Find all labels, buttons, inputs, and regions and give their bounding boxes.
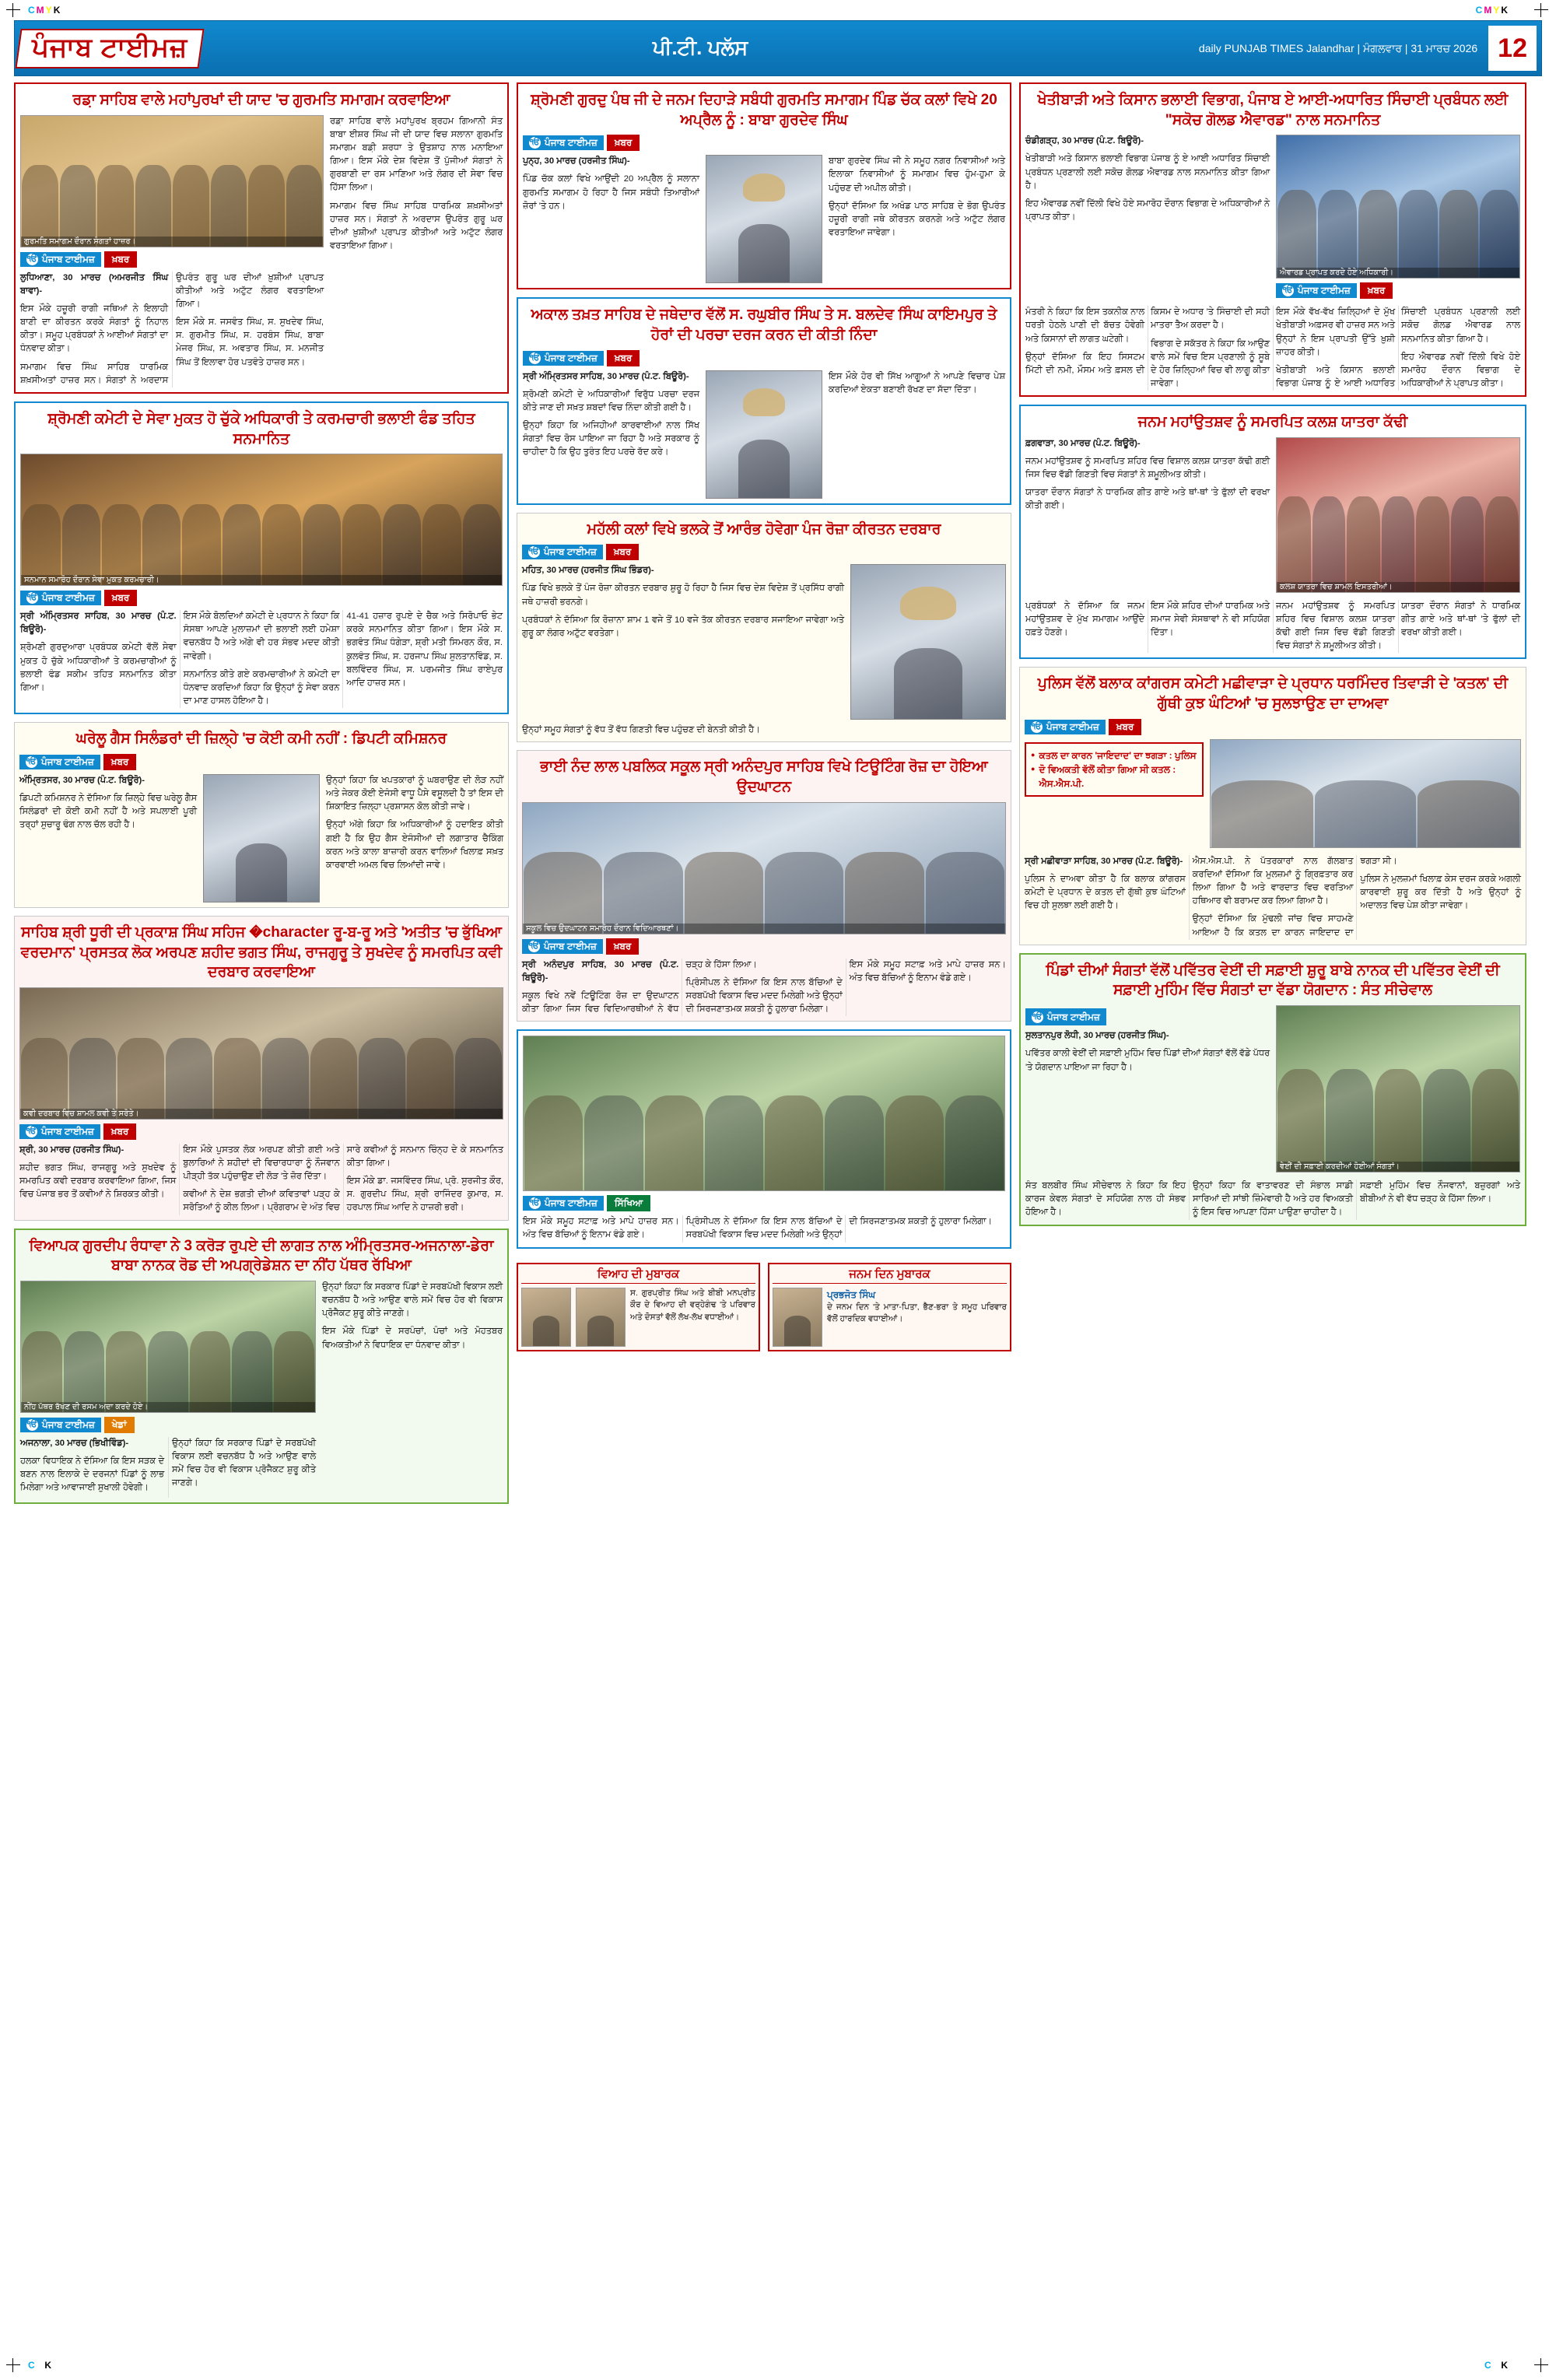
brand-badge: ੴ ਪੰਜਾਬ ਟਾਈਮਜ਼ [20,591,101,605]
crosshair-top-right [1534,3,1548,17]
paragraph: ਇਸ ਮੌਕੇ ਪਿੰਡਾਂ ਦੇ ਸਰਪੰਚਾਂ, ਪੰਚਾਂ ਅਤੇ ਮੋਹਤਬਰ ਵਿਅਕਤੀਆਂ ਨੇ ਵਿਧਾਇਕ ਦਾ ਧੰਨਵਾਦ ਕੀਤਾ। [322,1327,503,1350]
brand-badge: ੴ ਪੰਜਾਬ ਟਾਈਮਜ਼ [19,1124,100,1139]
paragraph: ਸਕੂਲ ਵਿਖੇ ਨਵੇਂ ਟਿਊਟਿੰਗ ਰੋਜ਼ ਦਾ ਉਦਘਾਟਨ ਕੀਤਾ ਗਿਆ ਜਿਸ ਵਿਚ ਵਿਦਿਆਰਥੀਆਂ ਨੇ ਵੱਧ ਚੜ੍ਹ ਕੇ ਹਿੱਸਾ ਲਿਆ। [522,959,757,1015]
masthead [14,20,1542,76]
khanda-icon: ੴ [26,593,38,603]
page-number: 12 [1488,26,1537,71]
granthi-portrait [850,564,1006,720]
registration-bar-bottom [0,2358,1556,2374]
paragraph: ਇਸ ਮੌਕੇ ਪੁਸਤਕ ਲੋਕ ਅਰਪਣ ਕੀਤੀ ਗਈ ਅਤੇ ਬੁਲਾਰਿਆਂ ਨੇ ਸ਼ਹੀਦਾਂ ਦੀ ਵਿਚਾਰਧਾਰਾ ਨੂੰ ਨੌਜਵਾਨ ਪੀੜ੍ਹੀ ਤੱਕ ਪਹੁੰਚਾਉਣ ਦੀ ਲੋੜ 'ਤੇ ਜ਼ੋਰ ਦਿੱਤਾ। [183,1144,340,1182]
news-tag: ਖ਼ਬਰ [1360,282,1393,299]
article-body [20,610,503,708]
article-headline: ਪੁਲਿਸ ਵੱਲੋਂ ਬਲਾਕ ਕਾਂਗਰਸ ਕਮੇਟੀ ਮਛੀਵਾੜਾ ਦੇ ਪ੍ਰਧਾਨ ਧਰਮਿੰਦਰ ਤਿਵਾੜੀ ਦੇ 'ਕਤਲ' ਦੀ ਗੁੱਥੀ ਕੁਝ ਘੰਟਿਆਂ 'ਚ ਸੁਲਝਾਉਣ ਦਾ ਦਾਅਵਾ [1037,675,1509,713]
article-body [19,1144,503,1215]
article-body [522,564,844,720]
paragraph: ਉਨ੍ਹਾਂ ਅੱਗੇ ਕਿਹਾ ਕਿ ਅਧਿਕਾਰੀਆਂ ਨੂੰ ਹਦਾਇਤ ਕੀਤੀ ਗਈ ਹੈ ਕਿ ਉਹ ਗੈਸ ਏਜੰਸੀਆਂ ਦੀ ਲਗਾਤਾਰ ਚੈਕਿੰਗ ਕਰਨ ਅਤੇ ਕਾਲਾ ਬਾਜ਼ਾਰੀ ਕਰਨ ਵਾਲਿਆਂ ਖਿਲਾਫ਼ ਸਖ਼ਤ ਕਾਰਵਾਈ ਅਮਲ ਵਿਚ ਲਿਆਂਦੀ ਜਾਵੇ। [326,820,503,870]
article-body [1025,135,1270,303]
dateline: ਫ਼ਗਵਾੜਾ, 30 ਮਾਰਚ (ਪੰ.ਟ. ਬਿਊਰੋ)- [1025,438,1141,448]
tag-row [20,590,503,606]
greeting-photo [521,1288,571,1347]
article-photo [20,115,324,247]
brand-badge: ੴ ਪੰਜਾਬ ਟਾਈਮਜ਼ [20,252,101,267]
article-gurmat-samagam [14,82,509,394]
paragraph: ਇਹ ਐਵਾਰਡ ਨਵੀਂ ਦਿੱਲੀ ਵਿਖੇ ਹੋਏ ਸਮਾਰੋਹ ਦੌਰਾਨ ਵਿਭਾਗ ਦੇ ਅਧਿਕਾਰੀਆਂ ਨੇ ਪ੍ਰਾਪਤ ਕੀਤਾ। [1025,198,1270,223]
dateline: ਅਜਨਾਲਾ, 30 ਮਾਰਚ (ਭਿਖੀਵਿੰਡ)- [20,1438,129,1448]
news-tag: ਖ਼ਬਰ [103,754,137,770]
article-headline: ਸ਼੍ਰੋਮਣੀ ਕਮੇਟੀ ਦੇ ਸੇਵਾ ਮੁਕਤ ਹੋ ਚੁੱਕੇ ਅਧਿਕਾਰੀ ਤੇ ਕਰਮਚਾਰੀ ਭਲਾਈ ਫੰਡ ਤਹਿਤ ਸਨਮਾਨਿਤ [47,410,475,447]
paragraph: ਇਸ ਮੌਕੇ ਡਾ. ਜਸਵਿੰਦਰ ਸਿੰਘ, ਪ੍ਰੋ. ਸੁਰਜੀਤ ਕੌਰ, ਸ. ਗੁਰਦੀਪ ਸਿੰਘ, ਸ਼੍ਰੀ ਰਾਜਿੰਦਰ ਕੁਮਾਰ, ਸ. ਹਰਪਾਲ ਸਿੰਘ ਆਦਿ ਨੇ ਹਾਜ਼ਰੀ ਭਰੀ। [346,1176,503,1213]
khanda-icon: ੴ [26,1419,38,1429]
khanda-icon: ੴ [529,1198,541,1208]
paragraph: ਪਿੰਡ ਵਿਖੇ ਭਲਕੇ ਤੋਂ ਪੰਜ ਰੋਜ਼ਾ ਕੀਰਤਨ ਦਰਬਾਰ ਸ਼ੁਰੂ ਹੋ ਰਿਹਾ ਹੈ ਜਿਸ ਵਿਚ ਦੇਸ਼ ਵਿਦੇਸ਼ ਤੋਂ ਪ੍ਰਸਿੱਧ ਰਾਗੀ ਜਥੇ ਹਾਜ਼ਰੀ ਭਰਨਗੇ। [522,584,844,607]
tag-row [20,251,324,268]
paragraph: ਪ੍ਰਬੰਧਕਾਂ ਨੇ ਦੱਸਿਆ ਕਿ ਜਨਮ ਮਹਾਂਉਤਸ਼ਵ ਦੇ ਮੁੱਖ ਸਮਾਗਮ ਆਉਂਦੇ ਹਫ਼ਤੇ ਹੋਣਗੇ। [1025,601,1144,638]
khanda-icon: ੴ [26,756,37,766]
cmyk-marks-bottom-right: C K [1484,2360,1509,2371]
photo-caption: ਸਨਮਾਨ ਸਮਾਰੋਹ ਦੌਰਾਨ ਸੇਵਾ ਮੁਕਤ ਕਰਮਚਾਰੀ। [21,575,502,585]
pull-quote-box [1025,742,1204,797]
column-middle [517,82,1011,1504]
paragraph: ਇਹ ਐਵਾਰਡ ਨਵੀਂ ਦਿੱਲੀ ਵਿਖੇ ਹੋਏ ਸਮਾਰੋਹ ਦੌਰਾਨ ਵਿਭਾਗ ਦੇ ਅਧਿਕਾਰੀਆਂ ਨੇ ਪ੍ਰਾਪਤ ਕੀਤਾ। [1401,352,1520,389]
article-photo [19,987,503,1120]
cmyk-marks-right: CMYK [1475,5,1509,16]
news-tag: ਖ਼ਬਰ [104,590,138,606]
paragraph: ਖੇਤੀਬਾੜੀ ਅਤੇ ਕਿਸਾਨ ਭਲਾਈ ਵਿਭਾਗ ਪੰਜਾਬ ਨੂੰ ਏ ਆਈ ਅਧਾਰਿਤ ਸਿੰਚਾਈ ਪ੍ਰਬੰਧਨ ਪ੍ਰਣਾਲੀ ਲਈ ਸਕੋਚ ਗੋਲਡ ਐਵਾਰਡ ਨਾਲ ਸਨਮਾਨਿਤ ਕੀਤਾ ਗਿਆ ਹੈ। [1025,154,1270,191]
paragraph: ਸਮਾਗਮ ਵਿਚ ਸਿੰਘ ਸਾਹਿਬ ਧਾਰਮਿਕ ਸ਼ਖ਼ਸੀਅਤਾਂ ਹਾਜ਼ਰ ਸਨ। ਸੰਗਤਾਂ ਨੇ ਅਰਦਾਸ ਉਪਰੰਤ ਗੁਰੂ ਘਰ ਦੀਆਂ ਖ਼ੁਸ਼ੀਆਂ ਪ੍ਰਾਪਤ ਕੀਤੀਆਂ ਅਤੇ ਅਟੁੱਟ ਲੰਗਰ ਵਰਤਾਇਆ ਗਿਆ। [20,272,324,385]
baba-portrait [706,155,822,283]
photo-caption: ਵੇਈਂ ਦੀ ਸਫ਼ਾਈ ਕਰਦੀਆਂ ਹੋਈਆਂ ਸੰਗਤਾਂ। [1277,1162,1519,1172]
article-body [522,959,1006,1017]
article-photo [522,802,1006,934]
article-body [20,1437,316,1498]
article-body [523,370,699,499]
tag-row [19,1123,503,1140]
khanda-icon: ੴ [528,547,540,557]
article-body [20,272,324,387]
dateline: ਲੁਧਿਆਣਾ, 30 ਮਾਰਚ (ਅਮਰਜੀਤ ਸਿੰਘ ਬਾਵਾ)- [20,272,168,296]
paragraph: ਪੁਲਿਸ ਨੇ ਦਾਅਵਾ ਕੀਤਾ ਹੈ ਕਿ ਬਲਾਕ ਕਾਂਗਰਸ ਕਮੇਟੀ ਦੇ ਪ੍ਰਧਾਨ ਦੇ ਕਤਲ ਦੀ ਗੁੱਥੀ ਕੁਝ ਘੰਟਿਆਂ ਵਿਚ ਹੀ ਸੁਲਝਾ ਲਈ ਗਈ ਹੈ। [1025,874,1186,911]
tag-row [1025,719,1521,735]
tag-row [20,1417,316,1433]
paragraph: ਪੁਲਿਸ ਨੇ ਮੁਲਜ਼ਮਾਂ ਖਿਲਾਫ਼ ਕੇਸ ਦਰਜ ਕਰਕੇ ਅਗਲੀ ਕਾਰਵਾਈ ਸ਼ੁਰੂ ਕਰ ਦਿੱਤੀ ਹੈ ਅਤੇ ਉਨ੍ਹਾਂ ਨੂੰ ਅਦਾਲਤ ਵਿਚ ਪੇਸ਼ ਕੀਤਾ ਜਾਵੇਗਾ। [1360,874,1521,911]
tag-row [522,938,1006,955]
article-murder-case-solved [1019,667,1526,945]
tag-row [522,544,1006,560]
article-photo [1210,739,1521,848]
article-headline: ਸਾਹਿਬ ਸ਼੍ਰੀ ਧੂਰੀ ਦੀ ਪ੍ਰਕਾਸ਼ ਸਿੰਘ ਸਹਿਜ �character ਰੂ-ਬ-ਰੂ ਅਤੇ 'ਅਤੀਤ 'ਚ ਭੁੱਖਿਆ ਵਰਦਮਾਨ' ਪ੍ਰਸਤਕ ਲੋਕ ਅਰਪਣ ਸ਼ਹੀਦ ਭਗਤ ਸਿੰਘ, ਰਾਜਗੁਰੂ ਤੇ ਸੁਖਦੇਵ ਨੂੰ ਸਮਰਪਿਤ ਕਵੀ ਦਰਬਾਰ ਕਰਵਾਇਆ [20,924,503,981]
column-left [14,82,509,1504]
article-photo [1276,135,1520,279]
article-shiromani-committee-honour [14,401,509,714]
article-chak-kalan-samagam [517,82,1011,289]
article-body-cont [326,774,503,903]
article-photo [523,1036,1005,1191]
khanda-icon: ੴ [26,254,38,264]
news-tag: ਖੇਡਾਂ [104,1417,135,1433]
article-body-cont [1025,600,1520,654]
paragraph: ਇਸ ਮੌਕੇ ਹਜ਼ੂਰੀ ਰਾਗੀ ਜਥਿਆਂ ਨੇ ਇਲਾਹੀ ਬਾਣੀ ਦਾ ਕੀਰਤਨ ਕਰਕੇ ਸੰਗਤਾਂ ਨੂੰ ਨਿਹਾਲ ਕੀਤਾ। ਸਮੂਹ ਪ੍ਰਬੰਧਕਾਂ ਨੇ ਆਈਆਂ ਸੰਗਤਾਂ ਦਾ ਧੰਨਵਾਦ ਕੀਤਾ। [20,303,168,354]
page-content [14,82,1542,1504]
article-headline: ਸ਼੍ਰੋਮਣੀ ਗੁਰਦੁ ਪੰਥ ਜੀ ਦੇ ਜਨਮ ਦਿਹਾੜੇ ਸਬੰਧੀ ਗੁਰਮਤਿ ਸਮਾਗਮ ਪਿੰਡ ਚੱਕ ਕਲਾਂ ਵਿਖੇ 20 ਅਪ੍ਰੈਲ ਨੂੰ : ਬਾਬਾ ਗੁਰਦੇਵ ਸਿੰਘ [531,92,997,128]
officer-portrait [203,774,320,903]
khanda-icon: ੴ [1031,721,1043,731]
newspaper-logo[interactable] [15,29,204,68]
paragraph: ਇਸ ਮੌਕੇ ਬੋਲਦਿਆਂ ਕਮੇਟੀ ਦੇ ਪ੍ਰਧਾਨ ਨੇ ਕਿਹਾ ਕਿ ਸੰਸਥਾ ਆਪਣੇ ਮੁਲਾਜ਼ਮਾਂ ਦੀ ਭਲਾਈ ਲਈ ਹਮੇਸ਼ਾ ਵਚਨਬੱਧ ਹੈ ਅਤੇ ਅੱਗੇ ਵੀ ਹਰ ਸੰਭਵ ਮਦਦ ਕੀਤੀ ਜਾਵੇਗੀ। [183,612,340,661]
article-kavi-darbar [14,916,509,1221]
registration-bar-top [0,0,1556,20]
brand-badge: ੴ ਪੰਜਾਬ ਟਾਈਮਜ਼ [20,1418,101,1432]
article-sidecol [330,115,503,387]
paragraph: ਪਿੰਡ ਚੱਕ ਕਲਾਂ ਵਿਖੇ ਆਉਂਦੀ 20 ਅਪ੍ਰੈਲ ਨੂੰ ਸਲਾਨਾ ਗੁਰਮਤਿ ਸਮਾਗਮ ਹੋ ਰਿਹਾ ਹੈ ਜਿਸ ਸਬੰਧੀ ਤਿਆਰੀਆਂ ਜ਼ੋਰਾਂ 'ਤੇ ਹਨ। [523,174,699,211]
paragraph: ਯਾਤਰਾ ਦੌਰਾਨ ਸੰਗਤਾਂ ਨੇ ਧਾਰਮਿਕ ਗੀਤ ਗਾਏ ਅਤੇ ਥਾਂ-ਥਾਂ 'ਤੇ ਫੁੱਲਾਂ ਦੀ ਵਰਖਾ ਕੀਤੀ ਗਈ। [1401,601,1520,638]
article-body [1025,437,1270,597]
paragraph: ਉਨ੍ਹਾਂ ਕਿਹਾ ਕਿ ਸਰਕਾਰ ਪਿੰਡਾਂ ਦੇ ਸਰਬਪੱਖੀ ਵਿਕਾਸ ਲਈ ਵਚਨਬੱਧ ਹੈ ਅਤੇ ਆਉਣ ਵਾਲੇ ਸਮੇਂ ਵਿਚ ਹੋਰ ਵੀ ਵਿਕਾਸ ਪ੍ਰੋਜੈਕਟ ਸ਼ੁਰੂ ਕੀਤੇ ਜਾਣਗੇ। [172,1438,316,1488]
paragraph: ਖੇਤੀਬਾੜੀ ਅਤੇ ਕਿਸਾਨ ਭਲਾਈ ਵਿਭਾਗ ਪੰਜਾਬ ਨੂੰ ਏ ਆਈ ਅਧਾਰਿਤ ਸਿੰਚਾਈ ਪ੍ਰਬੰਧਨ ਪ੍ਰਣਾਲੀ ਲਈ ਸਕੋਚ ਗੋਲਡ ਐਵਾਰਡ ਨਾਲ ਸਨਮਾਨਿਤ ਕੀਤਾ ਗਿਆ ਹੈ। [1276,307,1520,389]
paragraph: ਪਵਿੱਤਰ ਕਾਲੀ ਵੇਈਂ ਦੀ ਸਫ਼ਾਈ ਮੁਹਿੰਮ ਵਿਚ ਪਿੰਡਾਂ ਦੀਆਂ ਸੰਗਤਾਂ ਵੱਲੋਂ ਵੱਡੇ ਪੱਧਰ 'ਤੇ ਯੋਗਦਾਨ ਪਾਇਆ ਜਾ ਰਿਹਾ ਹੈ। [1025,1049,1270,1072]
article-photo [1276,1005,1520,1172]
paragraph: ਉਨ੍ਹਾਂ ਦੱਸਿਆ ਕਿ ਮੁੱਢਲੀ ਜਾਂਚ ਵਿਚ ਸਾਹਮਣੇ ਆਇਆ ਹੈ ਕਿ ਕਤਲ ਦਾ ਕਾਰਨ ਜਾਇਦਾਦ ਦਾ ਝਗੜਾ ਸੀ। [1192,856,1397,938]
paragraph: ਉਨ੍ਹਾਂ ਦੱਸਿਆ ਕਿ ਇਹ ਸਿਸਟਮ ਮਿੱਟੀ ਦੀ ਨਮੀ, ਮੌਸਮ ਅਤੇ ਫ਼ਸਲ ਦੀ ਕਿਸਮ ਦੇ ਅਧਾਰ 'ਤੇ ਸਿੰਚਾਈ ਦੀ ਸਹੀ ਮਾਤਰਾ ਤੈਅ ਕਰਦਾ ਹੈ। [1025,307,1270,375]
article-photo [20,454,503,586]
article-body-cont [829,370,1005,499]
greeting-photo [773,1288,822,1347]
paragraph: ਉਨ੍ਹਾਂ ਸਮੂਹ ਸੰਗਤਾਂ ਨੂੰ ਵੱਧ ਤੋਂ ਵੱਧ ਗਿਣਤੀ ਵਿਚ ਪਹੁੰਚਣ ਦੀ ਬੇਨਤੀ ਕੀਤੀ ਹੈ। [522,725,760,735]
photo-caption: ਸਕੂਲ ਵਿਚ ਉਦਘਾਟਨ ਸਮਾਰੋਹ ਦੌਰਾਨ ਵਿਦਿਆਰਥਣਾਂ। [523,924,1005,934]
news-tag: ਖ਼ਬਰ [103,1123,137,1140]
greeting-title: ਜਨਮ ਦਿਨ ਮੁਬਾਰਕ [773,1267,1007,1284]
article-body [1025,1005,1270,1176]
khanda-icon: ੴ [529,352,541,363]
paragraph: ਇਸ ਮੌਕੇ ਸ. ਜਸਵੰਤ ਸਿੰਘ, ਸ. ਸੁਖਦੇਵ ਸਿੰਘ, ਸ. ਗੁਰਮੀਤ ਸਿੰਘ, ਸ. ਹਰਬੰਸ ਸਿੰਘ, ਬਾਬਾ ਮੇਜਰ ਸਿੰਘ, ਸ. ਅਵਤਾਰ ਸਿੰਘ, ਸ. ਮਨਜੀਤ ਸਿੰਘ ਤੋਂ ਇਲਾਵਾ ਹੋਰ ਪਤਵੰਤੇ ਹਾਜ਼ਰ ਸਨ। [176,317,324,367]
brand-badge: ੴ ਪੰਜਾਬ ਟਾਈਮਜ਼ [1025,1008,1106,1025]
tag-row [523,1195,1005,1211]
paragraph: ਜਨਮ ਮਹਾਂਉਤਸ਼ਵ ਨੂੰ ਸਮਰਪਿਤ ਸ਼ਹਿਰ ਵਿਚ ਵਿਸ਼ਾਲ ਕਲਸ਼ ਯਾਤਰਾ ਕੱਢੀ ਗਈ ਜਿਸ ਵਿਚ ਵੱਡੀ ਗਿਣਤੀ ਵਿਚ ਸੰਗਤਾਂ ਨੇ ਸ਼ਮੂਲੀਅਤ ਕੀਤੀ। [1276,601,1395,651]
article-body [523,155,699,283]
paragraph: ਸ਼੍ਰੋਮਣੀ ਕਮੇਟੀ ਦੇ ਅਧਿਕਾਰੀਆਂ ਵਿਰੁੱਧ ਪਰਚਾ ਦਰਜ ਕੀਤੇ ਜਾਣ ਦੀ ਸਖ਼ਤ ਸ਼ਬਦਾਂ ਵਿਚ ਨਿੰਦਾ ਕੀਤੀ ਗਈ ਹੈ। [523,389,699,412]
article-headline: ਜਨਮ ਮਹਾਂਉਤਸ਼ਵ ਨੂੰ ਸਮਰਪਿਤ ਕਲਸ਼ ਯਾਤਰਾ ਕੱਢੀ [1137,414,1408,431]
paragraph: ਉਨ੍ਹਾਂ ਕਿਹਾ ਕਿ ਸਰਕਾਰ ਪਿੰਡਾਂ ਦੇ ਸਰਬਪੱਖੀ ਵਿਕਾਸ ਲਈ ਵਚਨਬੱਧ ਹੈ ਅਤੇ ਆਉਣ ਵਾਲੇ ਸਮੇਂ ਵਿਚ ਹੋਰ ਵੀ ਵਿਕਾਸ ਪ੍ਰੋਜੈਕਟ ਸ਼ੁਰੂ ਕੀਤੇ ਜਾਣਗੇ। [322,1281,503,1319]
paragraph: ਯਾਤਰਾ ਦੌਰਾਨ ਸੰਗਤਾਂ ਨੇ ਧਾਰਮਿਕ ਗੀਤ ਗਾਏ ਅਤੇ ਥਾਂ-ਥਾਂ 'ਤੇ ਫੁੱਲਾਂ ਦੀ ਵਰਖਾ ਕੀਤੀ ਗਈ। [1025,488,1270,511]
paragraph: ਇਸ ਮੌਕੇ ਸ਼ਹਿਰ ਦੀਆਂ ਧਾਰਮਿਕ ਅਤੇ ਸਮਾਜ ਸੇਵੀ ਸੰਸਥਾਵਾਂ ਨੇ ਵੀ ਸਹਿਯੋਗ ਦਿੱਤਾ। [1151,601,1270,638]
article-vein-cleaning [1019,953,1526,1226]
paragraph: ਸਫ਼ਾਈ ਮੁਹਿੰਮ ਵਿਚ ਨੌਜਵਾਨਾਂ, ਬਜ਼ੁਰਗਾਂ ਅਤੇ ਬੀਬੀਆਂ ਨੇ ਵੀ ਵੱਧ ਚੜ੍ਹ ਕੇ ਹਿੱਸਾ ਲਿਆ। [1360,1180,1520,1204]
article-photo [1276,437,1520,593]
article-cycle-distribution [517,1029,1011,1248]
news-tag: ਖ਼ਬਰ [607,350,640,366]
article-sidecol [322,1281,503,1498]
brand-badge: ੴ ਪੰਜਾਬ ਟਾਈਮਜ਼ [522,545,603,559]
khanda-icon: ੴ [528,941,540,951]
paragraph: 41-41 ਹਜ਼ਾਰ ਰੁਪਏ ਦੇ ਚੈਕ ਅਤੇ ਸਿਰੋਪਾਓ ਭੇਟ ਕਰਕੇ ਸਨਮਾਨਿਤ ਕੀਤਾ ਗਿਆ। ਇਸ ਮੌਕੇ ਸ. ਭਗਵੰਤ ਸਿੰਘ ਧੰਗੇੜਾ, ਸ਼੍ਰੀ ਮਤੀ ਸਿਮਰਨ ਕੌਰ, ਸ. ਕੁਲਵੰਤ ਸਿੰਘ, ਸ. ਹਰਜਾਪ ਸਿੰਘ ਸੁਲਤਾਨਵਿੰਡ, ਸ. ਬਲਵਿੰਦਰ ਸਿੰਘ, ਸ. ਪਰਮਜੀਤ ਸਿੰਘ ਰਾਏਪੁਰ ਆਦਿ ਹਾਜ਼ਰ ਸਨ। [346,612,503,688]
paragraph: ਵਿਭਾਗ ਦੇ ਸਕੱਤਰ ਨੇ ਕਿਹਾ ਕਿ ਆਉਣ ਵਾਲੇ ਸਮੇਂ ਵਿਚ ਇਸ ਪ੍ਰਣਾਲੀ ਨੂੰ ਸੂਬੇ ਦੇ ਹੋਰ ਜ਼ਿਲ੍ਹਿਆਂ ਵਿਚ ਵੀ ਲਾਗੂ ਕੀਤਾ ਜਾਵੇਗਾ। [1151,338,1270,389]
news-tag: ਖ਼ਬਰ [606,544,640,560]
brand-badge: ੴ ਪੰਜਾਬ ਟਾਈਮਜ਼ [1025,720,1106,734]
column-right [1019,82,1526,1504]
photo-caption: ਕਲਸ਼ ਯਾਤਰਾ ਵਿਚ ਸ਼ਾਮਲ ਇਸਤਰੀਆਂ। [1277,582,1519,592]
brand-badge: ੴ ਪੰਜਾਬ ਟਾਈਮਜ਼ [523,1196,604,1211]
article-headline: ਘਰੇਲੂ ਗੈਸ ਸਿਲੰਡਰਾਂ ਦੀ ਜ਼ਿਲ੍ਹੇ 'ਚ ਕੋਈ ਕਮੀ ਨਹੀਂ : ਡਿਪਟੀ ਕਮਿਸ਼ਨਰ [75,731,447,748]
dateline: ਚੰਡੀਗੜ੍ਹ, 30 ਮਾਰਚ (ਪੰ.ਟ. ਬਿਊਰੋ)- [1025,136,1144,146]
article-headline: ਵਿਆਪਕ ਗੁਰਦੀਪ ਰੰਧਾਵਾ ਨੇ 3 ਕਰੋੜ ਰੁਪਏ ਦੀ ਲਾਗਤ ਨਾਲ ਅੰਮ੍ਰਿਤਸਰ-ਅਜਨਾਲਾ-ਡੇਰਾ ਬਾਬਾ ਨਾਨਕ ਰੋਡ ਦੀ ਅਪਗ੍ਰੇਡੇਸ਼ਨ ਦਾ ਨੀਂਹ ਪੱਥਰ ਰੱਖਿਆ [29,1237,494,1274]
paragraph: ਇਸ ਮੌਕੇ ਸਮੂਹ ਸਟਾਫ਼ ਅਤੇ ਮਾਪੇ ਹਾਜ਼ਰ ਸਨ। ਅੰਤ ਵਿਚ ਬੱਚਿਆਂ ਨੂੰ ਇਨਾਮ ਵੰਡੇ ਗਏ। [523,1217,679,1240]
news-tag: ਖ਼ਬਰ [607,135,640,151]
greeting-text: ਦੇ ਜਨਮ ਦਿਨ 'ਤੇ ਮਾਤਾ-ਪਿਤਾ, ਭੈਣ-ਭਰਾ ਤੇ ਸਮੂਹ ਪਰਿਵਾਰ ਵੱਲੋਂ ਹਾਰਦਿਕ ਵਧਾਈਆਂ। [827,1302,1007,1324]
khanda-icon: ੴ [26,1126,37,1136]
quote-item: ● ਕਤਲ ਦਾ ਕਾਰਨ 'ਜਾਇਦਾਦ' ਦਾ ਝਗੜਾ : ਪੁਲਿਸ [1039,749,1197,761]
article-body-cont [1025,306,1520,391]
paragraph: ਉਨ੍ਹਾਂ ਕਿਹਾ ਕਿ ਖਪਤਕਾਰਾਂ ਨੂੰ ਘਬਰਾਉਣ ਦੀ ਲੋੜ ਨਹੀਂ ਅਤੇ ਜੇਕਰ ਕੋਈ ਏਜੰਸੀ ਵਾਧੂ ਪੈਸੇ ਵਸੂਲਦੀ ਹੈ ਤਾਂ ਇਸ ਦੀ ਸ਼ਿਕਾਇਤ ਜ਼ਿਲ੍ਹਾ ਪ੍ਰਸ਼ਾਸਨ ਕੋਲ ਕੀਤੀ ਜਾਵੇ। [326,775,503,812]
article-body [523,1215,1005,1242]
cmyk-marks-left: CMYK [28,5,62,16]
dateline: ਸ੍ਰੀ ਅਨੰਦਪੁਰ ਸਾਹਿਬ, 30 ਮਾਰਚ (ਪੰ.ਟ. ਬਿਊਰੋ)- [522,959,679,983]
logo-text: ਪੰਜਾਬ ਟਾਈਮਜ਼ [32,32,188,62]
paragraph: ਇਸ ਮੌਕੇ ਸਮੂਹ ਸਟਾਫ਼ ਅਤੇ ਮਾਪੇ ਹਾਜ਼ਰ ਸਨ। ਅੰਤ ਵਿਚ ਬੱਚਿਆਂ ਨੂੰ ਇਨਾਮ ਵੰਡੇ ਗਏ। [849,959,1006,983]
news-tag: ਸਿੱਖਿਆ [607,1195,650,1211]
paragraph: ਹਲਕਾ ਵਿਧਾਇਕ ਨੇ ਦੱਸਿਆ ਕਿ ਇਸ ਸੜਕ ਦੇ ਬਣਨ ਨਾਲ ਇਲਾਕੇ ਦੇ ਦਰਜਨਾਂ ਪਿੰਡਾਂ ਨੂੰ ਲਾਭ ਮਿਲੇਗਾ ਅਤੇ ਆਵਾਜਾਈ ਸੁਖਾਲੀ ਹੋਵੇਗੀ। [20,1456,164,1493]
article-body [1025,855,1521,940]
tag-row [523,135,1005,151]
photo-caption: ਐਵਾਰਡ ਪ੍ਰਾਪਤ ਕਰਦੇ ਹੋਏ ਅਧਿਕਾਰੀ। [1277,268,1519,278]
greeting-name: ਪ੍ਰਭਜੋਤ ਸਿੰਘ [827,1288,876,1300]
article-headline: ਅਕਾਲ ਤਖ਼ਤ ਸਾਹਿਬ ਦੇ ਜਥੇਦਾਰ ਵੱਲੋਂ ਸ. ਰਘੁਬੀਰ ਸਿੰਘ ਤੇ ਸ. ਬਲਦੇਵ ਸਿੰਘ ਕਾਇਮਪੁਰ ਤੇ ਹੋਰਾਂ ਦੀ ਪਰਚਾ ਦਰਜ ਕਰਨ ਦੀ ਕੀਤੀ ਨਿੰਦਾ [531,307,997,343]
photo-caption: ਕਵੀ ਦਰਬਾਰ ਵਿਚ ਸ਼ਾਮਲ ਕਵੀ ਤੇ ਸਰੋਤੇ। [20,1109,503,1119]
greeting-text: ਸ. ਗੁਰਪ੍ਰੀਤ ਸਿੰਘ ਅਤੇ ਬੀਬੀ ਮਨਪ੍ਰੀਤ ਕੌਰ ਦੇ ਵਿਆਹ ਦੀ ਵਰ੍ਹੇਗੰਢ 'ਤੇ ਪਰਿਵਾਰ ਅਤੇ ਦੋਸਤਾਂ ਵੱਲੋਂ ਲੱਖ-ਲੱਖ ਵਧਾਈਆਂ। [630,1288,755,1323]
masthead-dateline: daily PUNJAB TIMES Jalandhar | ਮੰਗਲਵਾਰ | 31 ਮਾਰਚ 2026 [1198,41,1478,54]
greetings-row [517,1263,1011,1351]
greeting-birthday [768,1263,1011,1351]
jathedar-portrait [706,370,822,499]
khanda-icon: ੴ [1282,286,1294,296]
masthead-section-title: ਪੀ.ਟੀ. ਪਲੱਸ [652,36,748,59]
article-headline: ਪਿੰਡਾਂ ਦੀਆਂ ਸੰਗਤਾਂ ਵੱਲੋਂ ਪਵਿੱਤਰ ਵੇਈਂ ਦੀ ਸਫ਼ਾਈ ਸ਼ੁਰੂ ਬਾਬੇ ਨਾਨਕ ਦੀ ਪਵਿੱਤਰ ਵੇਈਂ ਦੀ ਸਫ਼ਾਈ ਮੁਹਿੰਮ ਵਿੱਚ ਸੰਗਤਾਂ ਦਾ ਵੱਡਾ ਯੋਗਦਾਨ : ਸੰਤ ਸੀਚੇਵਾਲ [1046,962,1500,999]
paragraph: ਬਾਬਾ ਗੁਰਦੇਵ ਸਿੰਘ ਜੀ ਨੇ ਸਮੂਹ ਨਗਰ ਨਿਵਾਸੀਆਂ ਅਤੇ ਇਲਾਕਾ ਨਿਵਾਸੀਆਂ ਨੂੰ ਸਮਾਗਮ ਵਿਚ ਹੁੰਮ-ਹੁਮਾ ਕੇ ਪਹੁੰਚਣ ਦੀ ਅਪੀਲ ਕੀਤੀ। [829,156,1005,193]
news-tag: ਖ਼ਬਰ [104,251,138,268]
brand-badge: ੴ ਪੰਜਾਬ ਟਾਈਮਜ਼ [19,755,100,769]
brand-badge: ੴ ਪੰਜਾਬ ਟਾਈਮਜ਼ [523,135,604,150]
paragraph: ਸਨਮਾਨਿਤ ਕੀਤੇ ਗਏ ਕਰਮਚਾਰੀਆਂ ਨੇ ਕਮੇਟੀ ਦਾ ਧੰਨਵਾਦ ਕਰਦਿਆਂ ਕਿਹਾ ਕਿ ਉਨ੍ਹਾਂ ਨੂੰ ਸੇਵਾ ਕਰਨ ਦਾ ਮਾਣ ਹਾਸਲ ਹੋਇਆ ਹੈ। [183,669,340,706]
greeting-photo [576,1288,626,1347]
paragraph: ਐਸ.ਐਸ.ਪੀ. ਨੇ ਪੱਤਰਕਾਰਾਂ ਨਾਲ ਗੱਲਬਾਤ ਕਰਦਿਆਂ ਦੱਸਿਆ ਕਿ ਮੁਲਜ਼ਮਾਂ ਨੂੰ ਗ੍ਰਿਫ਼ਤਾਰ ਕਰ ਲਿਆ ਗਿਆ ਹੈ ਅਤੇ ਵਾਰਦਾਤ ਵਿਚ ਵਰਤਿਆ ਹਥਿਆਰ ਵੀ ਬਰਾਮਦ ਕਰ ਲਿਆ ਗਿਆ ਹੈ। [1192,856,1354,906]
paragraph: ਸੰਤ ਬਲਬੀਰ ਸਿੰਘ ਸੀਚੇਵਾਲ ਨੇ ਕਿਹਾ ਕਿ ਇਹ ਕਾਰਜ ਕੇਵਲ ਸੰਗਤਾਂ ਦੇ ਸਹਿਯੋਗ ਨਾਲ ਹੀ ਸੰਭਵ ਹੋਇਆ ਹੈ। [1025,1180,1186,1218]
brand-badge: ੴ ਪੰਜਾਬ ਟਾਈਮਜ਼ [1276,283,1357,298]
greeting-title: ਵਿਆਹ ਦੀ ਮੁਬਾਰਕ [521,1267,755,1284]
paragraph: ਪ੍ਰਿੰਸੀਪਲ ਨੇ ਦੱਸਿਆ ਕਿ ਇਸ ਨਾਲ ਬੱਚਿਆਂ ਦੇ ਸਰਬਪੱਖੀ ਵਿਕਾਸ ਵਿਚ ਮਦਦ ਮਿਲੇਗੀ ਅਤੇ ਉਨ੍ਹਾਂ ਦੀ ਸਿਰਜਣਾਤਮਕ ਸ਼ਕਤੀ ਨੂੰ ਹੁਲਾਰਾ ਮਿਲੇਗਾ। [685,1217,993,1240]
crosshair-bottom-left [6,2358,20,2372]
paragraph: ਇਸ ਮੌਕੇ ਵੱਖ-ਵੱਖ ਜ਼ਿਲ੍ਹਿਆਂ ਦੇ ਮੁੱਖ ਖੇਤੀਬਾੜੀ ਅਫ਼ਸਰ ਵੀ ਹਾਜ਼ਰ ਸਨ ਅਤੇ ਉਨ੍ਹਾਂ ਨੇ ਇਸ ਪ੍ਰਾਪਤੀ ਉੱਤੇ ਖ਼ੁਸ਼ੀ ਜ਼ਾਹਰ ਕੀਤੀ। [1276,307,1395,357]
photo-caption: ਗੁਰਮਤਿ ਸਮਾਗਮ ਦੌਰਾਨ ਸੰਗਤਾਂ ਹਾਜ਼ਰ। [21,237,323,247]
dateline: ਸੁਲਤਾਨਪੁਰ ਲੋਧੀ, 30 ਮਾਰਚ (ਹਰਜੀਤ ਸਿੰਘ)- [1025,1031,1169,1041]
paragraph: ਸ਼੍ਰੋਮਣੀ ਗੁਰਦੁਆਰਾ ਪ੍ਰਬੰਧਕ ਕਮੇਟੀ ਵੱਲੋਂ ਸੇਵਾ ਮੁਕਤ ਹੋ ਚੁੱਕੇ ਅਧਿਕਾਰੀਆਂ ਤੇ ਕਰਮਚਾਰੀਆਂ ਨੂੰ ਭਲਾਈ ਫੰਡ ਸਕੀਮ ਤਹਿਤ ਸਨਮਾਨਿਤ ਕੀਤਾ ਗਿਆ। [20,643,177,692]
paragraph: ਰਡ਼ਾ ਸਾਹਿਬ ਵਾਲੇ ਮਹਾਂਪੁਰਖ ਬ੍ਰਹਮ ਗਿਆਨੀ ਸੰਤ ਬਾਬਾ ਈਸ਼ਰ ਸਿੰਘ ਜੀ ਦੀ ਯਾਦ ਵਿਚ ਸਲਾਨਾ ਗੁਰਮਤਿ ਸਮਾਗਮ ਬਡ਼ੀ ਸ਼ਰਧਾ ਤੇ ਉਤਸ਼ਾਹ ਨਾਲ ਮਨਾਇਆ ਗਿਆ। ਇਸ ਮੌਕੇ ਦੇਸ਼ ਵਿਦੇਸ਼ ਤੋਂ ਪੁੱਜੀਆਂ ਸੰਗਤਾਂ ਨੇ ਗੁਰਬਾਣੀ ਦਾ ਰਸ ਮਾਣਿਆ ਅਤੇ ਲੰਗਰ ਦੀ ਸੇਵਾ ਵਿਚ ਹਿੱਸਾ ਲਿਆ। [330,116,503,193]
article-headline: ਰਡ਼ਾ ਸਾਹਿਬ ਵਾਲੇ ਮਹਾਂਪੁਰਖਾਂ ਦੀ ਯਾਦ 'ਚ ਗੁਰਮਤਿ ਸਮਾਗਮ ਕਰਵਾਇਆ [72,92,450,108]
dateline: ਸ੍ਰੀ ਅੰਮ੍ਰਿਤਸਰ ਸਾਹਿਬ, 30 ਮਾਰਚ (ਪੰ.ਟ. ਬਿਊਰੋ)- [523,371,689,381]
tag-row [1276,282,1520,299]
article-body-cont [829,155,1005,283]
article-headline: ਮਹੱਲੀ ਕਲਾਂ ਵਿਖੇ ਭਲਕੇ ਤੋਂ ਆਰੰਭ ਹੋਵੇਗਾ ਪੰਜ ਰੋਜ਼ਾ ਕੀਰਤਨ ਦਰਬਾਰ [587,521,941,538]
paragraph: ਉਨ੍ਹਾਂ ਦੱਸਿਆ ਕਿ ਅਖੰਡ ਪਾਠ ਸਾਹਿਬ ਦੇ ਭੋਗ ਉਪਰੰਤ ਹਜ਼ੂਰੀ ਰਾਗੀ ਜਥੇ ਕੀਰਤਨ ਕਰਨਗੇ ਅਤੇ ਅਟੁੱਟ ਲੰਗਰ ਵਰਤਾਇਆ ਜਾਵੇਗਾ। [829,201,1005,238]
dateline: ਪੁਨ੍ਹ, 30 ਮਾਰਚ (ਹਰਜੀਤ ਸਿੰਘ)- [523,156,630,166]
news-tag: ਖ਼ਬਰ [606,938,640,955]
article-body-cont [1025,1179,1520,1220]
article-skoch-gold-award [1019,82,1526,397]
article-headline: ਖੇਤੀਬਾੜੀ ਅਤੇ ਕਿਸਾਨ ਭਲਾਈ ਵਿਭਾਗ, ਪੰਜਾਬ ਏ ਆਈ-ਅਧਾਰਿਤ ਸਿੰਚਾਈ ਪ੍ਰਬੰਧਨ ਲਈ "ਸਕੋਚ ਗੋਲਡ ਐਵਾਰਡ" ਨਾਲ ਸਨਮਾਨਿਤ [1037,92,1509,128]
paragraph: ਸਮਾਗਮ ਵਿਚ ਸਿੰਘ ਸਾਹਿਬ ਧਾਰਮਿਕ ਸ਼ਖ਼ਸੀਅਤਾਂ ਹਾਜ਼ਰ ਸਨ। ਸੰਗਤਾਂ ਨੇ ਅਰਦਾਸ ਉਪਰੰਤ ਗੁਰੂ ਘਰ ਦੀਆਂ ਖ਼ੁਸ਼ੀਆਂ ਪ੍ਰਾਪਤ ਕੀਤੀਆਂ ਅਤੇ ਅਟੁੱਟ ਲੰਗਰ ਵਰਤਾਇਆ ਗਿਆ। [330,201,503,251]
brand-badge: ੴ ਪੰਜਾਬ ਟਾਈਮਜ਼ [523,351,604,366]
article-school-inauguration [517,750,1011,1022]
news-tag: ਖ਼ਬਰ [1109,719,1142,735]
tag-row [1025,1008,1270,1025]
paragraph: ਪ੍ਰਿੰਸੀਪਲ ਨੇ ਦੱਸਿਆ ਕਿ ਇਸ ਨਾਲ ਬੱਚਿਆਂ ਦੇ ਸਰਬਪੱਖੀ ਵਿਕਾਸ ਵਿਚ ਮਦਦ ਮਿਲੇਗੀ ਅਤੇ ਉਨ੍ਹਾਂ ਦੀ ਸਿਰਜਣਾਤਮਕ ਸ਼ਕਤੀ ਨੂੰ ਹੁਲਾਰਾ ਮਿਲੇਗਾ। [685,977,843,1015]
paragraph: ਉਨ੍ਹਾਂ ਕਿਹਾ ਕਿ ਵਾਤਾਵਰਣ ਦੀ ਸੰਭਾਲ ਸਾਡੀ ਸਾਰਿਆਂ ਦੀ ਸਾਂਝੀ ਜ਼ਿੰਮੇਵਾਰੀ ਹੈ ਅਤੇ ਹਰ ਵਿਅਕਤੀ ਨੂੰ ਇਸ ਵਿਚ ਆਪਣਾ ਹਿੱਸਾ ਪਾਉਣਾ ਚਾਹੀਦਾ ਹੈ। [1193,1180,1353,1218]
article-body [19,774,197,903]
article-jathedar-condemn [517,297,1011,504]
paragraph: ਕਵੀਆਂ ਨੇ ਦੇਸ਼ ਭਗਤੀ ਦੀਆਂ ਕਵਿਤਾਵਾਂ ਪੜ੍ਹ ਕੇ ਸਰੋਤਿਆਂ ਨੂੰ ਕੀਲ ਲਿਆ। ਪ੍ਰੋਗਰਾਮ ਦੇ ਅੰਤ ਵਿਚ ਸਾਰੇ ਕਵੀਆਂ ਨੂੰ ਸਨਮਾਨ ਚਿੰਨ੍ਹ ਦੇ ਕੇ ਸਨਮਾਨਿਤ ਕੀਤਾ ਗਿਆ। [183,1144,503,1213]
paragraph: ਪ੍ਰਬੰਧਕਾਂ ਨੇ ਦੱਸਿਆ ਕਿ ਰੋਜ਼ਾਨਾ ਸ਼ਾਮ 1 ਵਜੇ ਤੋਂ 10 ਵਜੇ ਤੱਕ ਕੀਰਤਨ ਦਰਬਾਰ ਸਜਾਇਆ ਜਾਵੇਗਾ ਅਤੇ ਗੁਰੂ ਕਾ ਲੰਗਰ ਅਟੁੱਟ ਵਰਤੇਗਾ। [522,615,844,638]
tag-row [19,754,503,770]
khanda-icon: ੴ [1032,1011,1043,1022]
dateline: ਅੰਮ੍ਰਿਤਸਰ, 30 ਮਾਰਚ (ਪੰ.ਟ. ਬਿਊਰੋ)- [19,775,145,785]
tag-row [523,350,1005,366]
paragraph: ਡਿਪਟੀ ਕਮਿਸ਼ਨਰ ਨੇ ਦੱਸਿਆ ਕਿ ਜ਼ਿਲ੍ਹੇ ਵਿਚ ਘਰੇਲੂ ਗੈਸ ਸਿਲੰਡਰਾਂ ਦੀ ਕੋਈ ਕਮੀ ਨਹੀਂ ਹੈ ਅਤੇ ਸਪਲਾਈ ਪੂਰੀ ਤਰ੍ਹਾਂ ਸੁਚਾਰੂ ਢੰਗ ਨਾਲ ਚੱਲ ਰਹੀ ਹੈ। [19,794,197,830]
paragraph: ਉਨ੍ਹਾਂ ਕਿਹਾ ਕਿ ਅਜਿਹੀਆਂ ਕਾਰਵਾਈਆਂ ਨਾਲ ਸਿੱਖ ਸੰਗਤਾਂ ਵਿਚ ਰੋਸ ਪਾਇਆ ਜਾ ਰਿਹਾ ਹੈ ਅਤੇ ਸਰਕਾਰ ਨੂੰ ਚਾਹੀਦਾ ਹੈ ਕਿ ਉਹ ਤੁਰੰਤ ਇਹ ਪਰਚੇ ਰੱਦ ਕਰੇ। [523,421,699,457]
article-body-cont [522,724,1006,737]
crosshair-top-left [6,3,20,17]
cmyk-marks-bottom-left: C K [28,2360,54,2371]
brand-badge: ੴ ਪੰਜਾਬ ਟਾਈਮਜ਼ [522,939,603,954]
paragraph: ਜਨਮ ਮਹਾਂਉਤਸ਼ਵ ਨੂੰ ਸਮਰਪਿਤ ਸ਼ਹਿਰ ਵਿਚ ਵਿਸ਼ਾਲ ਕਲਸ਼ ਯਾਤਰਾ ਕੱਢੀ ਗਈ ਜਿਸ ਵਿਚ ਵੱਡੀ ਗਿਣਤੀ ਵਿਚ ਸੰਗਤਾਂ ਨੇ ਸ਼ਮੂਲੀਅਤ ਕੀਤੀ। [1025,457,1270,480]
paragraph: ਇਸ ਮੌਕੇ ਹੋਰ ਵੀ ਸਿੱਖ ਆਗੂਆਂ ਨੇ ਆਪਣੇ ਵਿਚਾਰ ਪੇਸ਼ ਕਰਦਿਆਂ ਏਕਤਾ ਬਣਾਈ ਰੱਖਣ ਦਾ ਸੱਦਾ ਦਿੱਤਾ। [829,371,1005,394]
article-photo [20,1281,316,1413]
article-kirtan-darbar [517,513,1011,743]
article-road-upgrade [14,1229,509,1504]
dateline: ਸ੍ਰੀ ਮਛੀਵਾੜਾ ਸਾਹਿਬ, 30 ਮਾਰਚ (ਪੰ.ਟ. ਬਿਊਰੋ)- [1025,856,1183,866]
photo-caption: ਨੀਂਹ ਪੱਥਰ ਰੱਖਣ ਦੀ ਰਸਮ ਅਦਾ ਕਰਦੇ ਹੋਏ। [21,1402,315,1412]
crosshair-bottom-right [1534,2358,1548,2372]
dateline: ਮਹਿਤ, 30 ਮਾਰਚ (ਹਰਜੀਤ ਸਿੰਘ ਭਿੰਡਰ)- [522,566,654,576]
quote-item: ● ਦੋ ਵਿਅਕਤੀ ਵੱਲੋਂ ਕੀਤਾ ਗਿਆ ਸੀ ਕਤਲ : ਐਸ.ਐਸ.ਪੀ. [1039,763,1176,789]
article-headline: ਭਾਈ ਨੰਦ ਲਾਲ ਪਬਲਿਕ ਸਕੂਲ ਸ੍ਰੀ ਅਨੰਦਪੁਰ ਸਾਹਿਬ ਵਿਖੇ ਟਿਊਟਿੰਗ ਰੋਜ਼ ਦਾ ਹੋਇਆ ਉਦਘਾਟਨ [540,759,988,795]
paragraph: ਮੰਤਰੀ ਨੇ ਕਿਹਾ ਕਿ ਇਸ ਤਕਨੀਕ ਨਾਲ ਧਰਤੀ ਹੇਠਲੇ ਪਾਣੀ ਦੀ ਬੱਚਤ ਹੋਵੇਗੀ ਅਤੇ ਕਿਸਾਨਾਂ ਦੀ ਲਾਗਤ ਘਟੇਗੀ। [1025,307,1144,344]
dateline: ਸ਼੍ਰੀ, 30 ਮਾਰਚ (ਹਰਜੀਤ ਸਿੰਘ)- [19,1144,124,1155]
greeting-wedding [517,1263,760,1351]
article-lpg-supply [14,722,509,908]
khanda-icon: ੴ [529,138,541,148]
paragraph: ਸ਼ਹੀਦ ਭਗਤ ਸਿੰਘ, ਰਾਜਗੁਰੂ ਅਤੇ ਸੁਖਦੇਵ ਨੂੰ ਸਮਰਪਿਤ ਕਵੀ ਦਰਬਾਰ ਕਰਵਾਇਆ ਗਿਆ, ਜਿਸ ਵਿਚ ਪੰਜਾਬ ਭਰ ਤੋਂ ਕਵੀਆਂ ਨੇ ਸ਼ਿਰਕਤ ਕੀਤੀ। [19,1162,177,1200]
dateline: ਸ੍ਰੀ ਅੰਮ੍ਰਿਤਸਰ ਸਾਹਿਬ, 30 ਮਾਰਚ (ਪੰ.ਟ. ਬਿਊਰੋ)- [20,612,177,635]
article-kalash-yatra [1019,405,1526,659]
